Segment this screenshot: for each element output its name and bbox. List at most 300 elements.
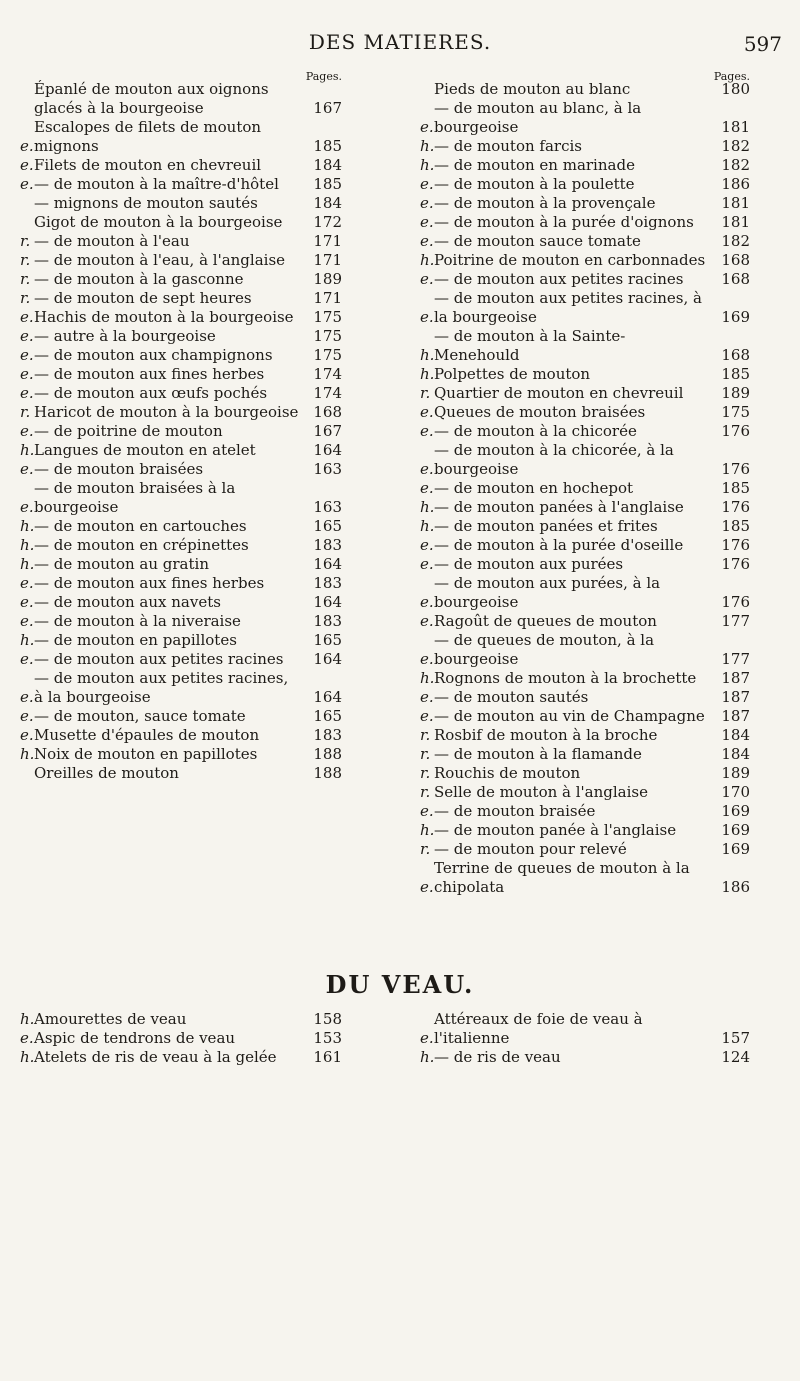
entry-page: 184 (721, 745, 750, 763)
index-entry (420, 422, 750, 441)
index-entry (20, 346, 342, 365)
entry-mark: e. (20, 422, 34, 440)
entry-page: 177 (721, 612, 750, 630)
index-entry (420, 707, 750, 726)
index-entry (420, 213, 750, 232)
entry-text: Poitrine de mouton en carbonnades (434, 251, 706, 269)
entry-mark: e. (20, 498, 34, 516)
entry-page: 157 (721, 1029, 750, 1047)
entry-page: 185 (313, 137, 342, 155)
entry-text: — de mouton aux petites racines, à la bourgeoise (434, 289, 702, 326)
entry-text: Rognons de mouton à la brochette (434, 669, 697, 687)
entry-page: 175 (313, 346, 342, 364)
entry-text: Aspic de tendrons de veau (34, 1029, 236, 1047)
entry-text: — de mouton de sept heures (34, 289, 252, 307)
entry-page: 168 (313, 403, 342, 421)
index-entry (420, 251, 750, 270)
entry-text: Ragoût de queues de mouton (434, 612, 657, 630)
pages-label: Pages. (713, 70, 750, 83)
entry-page: 171 (313, 251, 342, 269)
entry-mark: h. (20, 517, 35, 535)
entry-mark: h. (20, 441, 35, 459)
index-entry (20, 536, 342, 555)
index-entry (20, 441, 342, 460)
index-entry (20, 422, 342, 441)
entry-mark: e. (420, 118, 434, 136)
section-heading-veau: DU VEAU. (325, 970, 475, 999)
entry-text: — de mouton à la chicorée, à la bourgeoise (434, 441, 674, 478)
entry-mark: r. (20, 232, 31, 250)
entry-text: — de mouton panée à l'anglaise (434, 821, 677, 839)
entry-page: 169 (721, 802, 750, 820)
entry-mark: e. (420, 403, 434, 421)
index-entry (20, 1029, 342, 1048)
index-entry (20, 194, 342, 213)
entry-text: Noix de mouton en papillotes (34, 745, 258, 763)
index-entry (420, 555, 750, 574)
entry-mark: e. (20, 612, 34, 630)
entry-page: 170 (721, 783, 750, 801)
entry-text: — de mouton à la chicorée (434, 422, 637, 440)
index-entry (20, 251, 342, 270)
index-entry (20, 574, 342, 593)
index-entry (420, 479, 750, 498)
entry-mark: h. (20, 1048, 35, 1066)
entry-page: 182 (721, 156, 750, 174)
entry-text: Selle de mouton à l'anglaise (434, 783, 648, 801)
entry-page: 185 (721, 479, 750, 497)
index-entry (20, 479, 342, 517)
entry-page: 175 (721, 403, 750, 421)
index-entry (20, 726, 342, 745)
entry-mark: e. (420, 688, 434, 706)
veau-right-column (420, 1010, 750, 1067)
entry-text: Filets de mouton en chevreuil (34, 156, 262, 174)
index-entry (20, 213, 342, 232)
entry-text: — de mouton à la maître-d'hôtel (34, 175, 279, 193)
entry-text: — de mouton braisée (434, 802, 596, 820)
index-entry (20, 555, 342, 574)
entry-mark: e. (420, 650, 434, 668)
index-entry (20, 308, 342, 327)
entry-mark: e. (420, 175, 434, 193)
entry-mark: e. (20, 593, 34, 611)
entry-text: Rouchis de mouton (434, 764, 581, 782)
pages-label: Pages. (305, 70, 342, 83)
entry-page: 180 (721, 80, 750, 98)
entry-page: 185 (721, 365, 750, 383)
entry-mark: e. (420, 878, 434, 896)
entry-text: — de mouton aux petites racines (34, 650, 284, 668)
entry-page: 189 (313, 270, 342, 288)
entry-page: 163 (313, 460, 342, 478)
entry-text: Queues de mouton braisées (434, 403, 646, 421)
entry-page: 175 (313, 308, 342, 326)
entry-mark: r. (20, 289, 31, 307)
index-entry (20, 593, 342, 612)
entry-mark: h. (420, 498, 435, 516)
entry-page: 165 (313, 517, 342, 535)
entry-mark: h. (20, 631, 35, 649)
index-entry (20, 745, 342, 764)
entry-text: — de mouton aux purées (434, 555, 624, 573)
entry-text: — de mouton sautés (434, 688, 589, 706)
entry-text: — de mouton braisées à la bourgeoise (34, 479, 236, 516)
entry-mark: e. (420, 460, 434, 478)
entry-mark: h. (420, 156, 435, 174)
entry-mark: e. (20, 175, 34, 193)
entry-mark: h. (420, 365, 435, 383)
index-entry (20, 707, 342, 726)
index-entry (20, 289, 342, 308)
entry-mark: e. (420, 213, 434, 231)
entry-page: 164 (313, 441, 342, 459)
entry-text: — de mouton aux œufs pochés (34, 384, 268, 402)
entry-text: — mignons de mouton sautés (34, 194, 258, 212)
index-entry (20, 327, 342, 346)
entry-mark: e. (20, 707, 34, 725)
entry-page: 176 (721, 536, 750, 554)
entry-text: Hachis de mouton à la bourgeoise (34, 308, 294, 326)
entry-mark: r. (420, 726, 431, 744)
index-entry (420, 764, 750, 783)
entry-page: 165 (313, 707, 342, 725)
entry-page: 188 (313, 764, 342, 782)
entry-page: 183 (313, 726, 342, 744)
entry-page: 163 (313, 498, 342, 516)
entry-page: 164 (313, 593, 342, 611)
entry-page: 177 (721, 650, 750, 668)
entry-text: Rosbif de mouton à la broche (434, 726, 658, 744)
veau-left-entry-list (20, 1010, 342, 1067)
entry-mark: e. (20, 365, 34, 383)
entry-text: — de mouton au blanc, à la bourgeoise (434, 99, 642, 136)
index-entry (420, 232, 750, 251)
veau-left-column (20, 1010, 342, 1067)
entry-mark: r. (20, 270, 31, 288)
entry-mark: r. (20, 251, 31, 269)
left-entry-list (20, 80, 342, 783)
entry-mark: e. (20, 726, 34, 744)
entry-page: 182 (721, 232, 750, 250)
entry-text: Pieds de mouton au blanc (434, 80, 631, 98)
entry-mark: e. (420, 802, 434, 820)
entry-mark: e. (420, 232, 434, 250)
index-entry (20, 365, 342, 384)
index-entry (20, 403, 342, 422)
entry-text: — de mouton aux champignons (34, 346, 273, 364)
entry-text: — de mouton à la poulette (434, 175, 635, 193)
index-entry (20, 118, 342, 156)
entry-mark: e. (420, 1029, 434, 1047)
entry-text: — de mouton panées et frites (434, 517, 658, 535)
index-entry (420, 289, 750, 327)
entry-page: 188 (313, 745, 342, 763)
index-entry (420, 1048, 750, 1067)
entry-text: Épanlé de mouton aux oignons glacés à la bourgeoise (34, 80, 269, 117)
index-entry (420, 384, 750, 403)
entry-mark: r. (20, 403, 31, 421)
right-index-column (420, 70, 750, 897)
entry-mark: h. (420, 517, 435, 535)
entry-page: 174 (313, 365, 342, 383)
entry-page: 169 (721, 840, 750, 858)
index-entry (420, 1010, 750, 1048)
entry-text: — de mouton à la purée d'oseille (434, 536, 684, 554)
entry-text: Oreilles de mouton (34, 764, 179, 782)
entry-mark: h. (420, 1048, 435, 1066)
entry-text: — de mouton à l'eau, à l'anglaise (34, 251, 286, 269)
entry-page: 171 (313, 232, 342, 250)
entry-page: 189 (721, 384, 750, 402)
left-index-column (20, 70, 342, 783)
entry-mark: e. (20, 156, 34, 174)
entry-text: Polpettes de mouton (434, 365, 591, 383)
entry-page: 165 (313, 631, 342, 649)
entry-page: 168 (721, 251, 750, 269)
entry-page: 183 (313, 612, 342, 630)
entry-page: 176 (721, 593, 750, 611)
entry-text: — de mouton sauce tomate (434, 232, 641, 250)
entry-text: — de mouton en crépinettes (34, 536, 249, 554)
index-entry (420, 536, 750, 555)
entry-page: 186 (721, 878, 750, 896)
entry-mark: e. (420, 536, 434, 554)
index-entry (20, 460, 342, 479)
index-entry (420, 840, 750, 859)
entry-page: 161 (313, 1048, 342, 1066)
index-entry (420, 498, 750, 517)
entry-page: 164 (313, 650, 342, 668)
entry-page: 169 (721, 308, 750, 326)
entry-page: 187 (721, 688, 750, 706)
entry-text: Attéreaux de foie de veau à l'italienne (434, 1010, 643, 1047)
entry-page: 168 (721, 270, 750, 288)
entry-mark: h. (420, 251, 435, 269)
entry-mark: r. (420, 764, 431, 782)
entry-text: — de mouton en cartouches (34, 517, 247, 535)
entry-page: 181 (721, 194, 750, 212)
entry-mark: h. (420, 821, 435, 839)
entry-mark: r. (420, 384, 431, 402)
index-entry (20, 80, 342, 118)
index-entry (420, 745, 750, 764)
entry-mark: e. (420, 612, 434, 630)
index-entry (20, 612, 342, 631)
entry-page: 181 (721, 118, 750, 136)
index-entry (20, 631, 342, 650)
index-entry (420, 194, 750, 213)
index-entry (420, 726, 750, 745)
entry-mark: e. (20, 650, 34, 668)
entry-text: — de mouton en papillotes (34, 631, 237, 649)
entry-text: — de mouton aux fines herbes (34, 365, 265, 383)
entry-mark: e. (20, 574, 34, 592)
index-entry (420, 270, 750, 289)
index-entry (20, 1048, 342, 1067)
entry-text: Atelets de ris de veau à la gelée (34, 1048, 277, 1066)
entry-page: 176 (721, 422, 750, 440)
entry-mark: e. (20, 688, 34, 706)
entry-text: — de mouton pour relevé (434, 840, 627, 858)
entry-mark: h. (420, 346, 435, 364)
index-entry (420, 783, 750, 802)
entry-text: — de mouton à la niveraise (34, 612, 241, 630)
index-entry (20, 175, 342, 194)
index-entry (420, 80, 750, 99)
index-entry (20, 650, 342, 669)
entry-page: 158 (313, 1010, 342, 1028)
index-entry (420, 631, 750, 669)
page-header (0, 24, 800, 64)
entry-mark: h. (420, 137, 435, 155)
entry-text: Amourettes de veau (34, 1010, 187, 1028)
entry-text: Gigot de mouton à la bourgeoise (34, 213, 283, 231)
index-entry (20, 517, 342, 536)
entry-text: — de queues de mouton, à la bourgeoise (434, 631, 655, 668)
index-entry (420, 574, 750, 612)
index-entry (20, 232, 342, 251)
entry-page: 176 (721, 460, 750, 478)
index-entry (420, 365, 750, 384)
entry-page: 169 (721, 821, 750, 839)
entry-page: 172 (313, 213, 342, 231)
entry-page: 185 (313, 175, 342, 193)
entry-page: 182 (721, 137, 750, 155)
index-entry (20, 384, 342, 403)
entry-text: Quartier de mouton en chevreuil (434, 384, 684, 402)
entry-text: Terrine de queues de mouton à la chipolata (434, 859, 690, 896)
index-entry (420, 859, 750, 897)
entry-mark: e. (420, 707, 434, 725)
index-entry (20, 669, 342, 707)
entry-mark: e. (20, 346, 34, 364)
entry-text: — de mouton aux petites racines, à la bourgeoise (34, 669, 289, 706)
entry-text: — de mouton au vin de Champagne (434, 707, 705, 725)
entry-mark: e. (20, 384, 34, 402)
entry-text: — de mouton à l'eau (34, 232, 190, 250)
entry-text: — de mouton farcis (434, 137, 582, 155)
entry-page: 187 (721, 707, 750, 725)
entry-text: Escalopes de filets de mouton mignons (34, 118, 262, 155)
entry-text: Langues de mouton en atelet (34, 441, 256, 459)
entry-page: 184 (313, 194, 342, 212)
entry-text: Musette d'épaules de mouton (34, 726, 260, 744)
entry-text: — de mouton aux fines herbes (34, 574, 265, 592)
entry-mark: e. (20, 1029, 34, 1047)
entry-text: — de poitrine de mouton (34, 422, 223, 440)
entry-page: 171 (313, 289, 342, 307)
index-entry (420, 517, 750, 536)
entry-page: 185 (721, 517, 750, 535)
entry-page: 183 (313, 536, 342, 554)
entry-mark: e. (20, 327, 34, 345)
index-entry (20, 156, 342, 175)
entry-page: 167 (313, 422, 342, 440)
index-entry (420, 137, 750, 156)
entry-mark: e. (420, 422, 434, 440)
index-entry (20, 270, 342, 289)
entry-mark: h. (420, 669, 435, 687)
entry-mark: h. (20, 745, 35, 763)
entry-mark: e. (420, 555, 434, 573)
entry-mark: e. (20, 308, 34, 326)
entry-text: — de mouton en hochepot (434, 479, 634, 497)
entry-text: — de mouton aux purées, à la bourgeoise (434, 574, 661, 611)
entry-page: 167 (313, 99, 342, 117)
entry-mark: e. (420, 308, 434, 326)
entry-text: — de mouton à la gasconne (34, 270, 244, 288)
entry-page: 181 (721, 213, 750, 231)
entry-text: — de mouton à la purée d'oignons (434, 213, 694, 231)
index-entry (420, 156, 750, 175)
entry-mark: e. (420, 194, 434, 212)
entry-mark: e. (20, 460, 34, 478)
entry-mark: r. (420, 745, 431, 763)
entry-mark: h. (20, 536, 35, 554)
entry-text: — autre à la bourgeoise (34, 327, 216, 345)
index-entry (420, 802, 750, 821)
entry-text: — de mouton panées à l'anglaise (434, 498, 684, 516)
index-entry (420, 403, 750, 422)
veau-right-entry-list (420, 1010, 750, 1067)
entry-text: — de ris de veau (434, 1048, 561, 1066)
entry-text: — de mouton aux petites racines (434, 270, 684, 288)
entry-page: 153 (313, 1029, 342, 1047)
entry-text: — de mouton en marinade (434, 156, 635, 174)
index-entry (420, 99, 750, 137)
entry-text: — de mouton à la Sainte-Menehould (434, 327, 626, 364)
entry-page: 184 (721, 726, 750, 744)
entry-page: 164 (313, 688, 342, 706)
index-entry (20, 1010, 342, 1029)
index-entry (420, 441, 750, 479)
page-number: 597 (743, 32, 782, 56)
entry-mark: r. (420, 783, 431, 801)
index-entry (420, 327, 750, 365)
entry-page: 176 (721, 555, 750, 573)
entry-page: 164 (313, 555, 342, 573)
entry-text: — de mouton aux navets (34, 593, 221, 611)
entry-mark: e. (20, 137, 34, 155)
entry-text: — de mouton, sauce tomate (34, 707, 246, 725)
index-entry (420, 612, 750, 631)
entry-text: Haricot de mouton à la bourgeoise (34, 403, 299, 421)
running-title: DES MATIERES. (308, 30, 492, 54)
entry-text: — de mouton à la provençale (434, 194, 656, 212)
entry-page: 168 (721, 346, 750, 364)
entry-page: 189 (721, 764, 750, 782)
entry-mark: r. (420, 840, 431, 858)
entry-mark: e. (420, 593, 434, 611)
index-entry (420, 669, 750, 688)
entry-page: 124 (721, 1048, 750, 1066)
index-entry (20, 764, 342, 783)
index-entry (420, 821, 750, 840)
entry-page: 176 (721, 498, 750, 516)
entry-mark: e. (420, 270, 434, 288)
index-entry (420, 688, 750, 707)
entry-mark: e. (420, 479, 434, 497)
entry-text: — de mouton au gratin (34, 555, 209, 573)
index-entry (420, 175, 750, 194)
entry-mark: h. (20, 1010, 35, 1028)
entry-page: 187 (721, 669, 750, 687)
entry-mark: h. (20, 555, 35, 573)
right-entry-list (420, 80, 750, 897)
entry-page: 186 (721, 175, 750, 193)
entry-page: 184 (313, 156, 342, 174)
